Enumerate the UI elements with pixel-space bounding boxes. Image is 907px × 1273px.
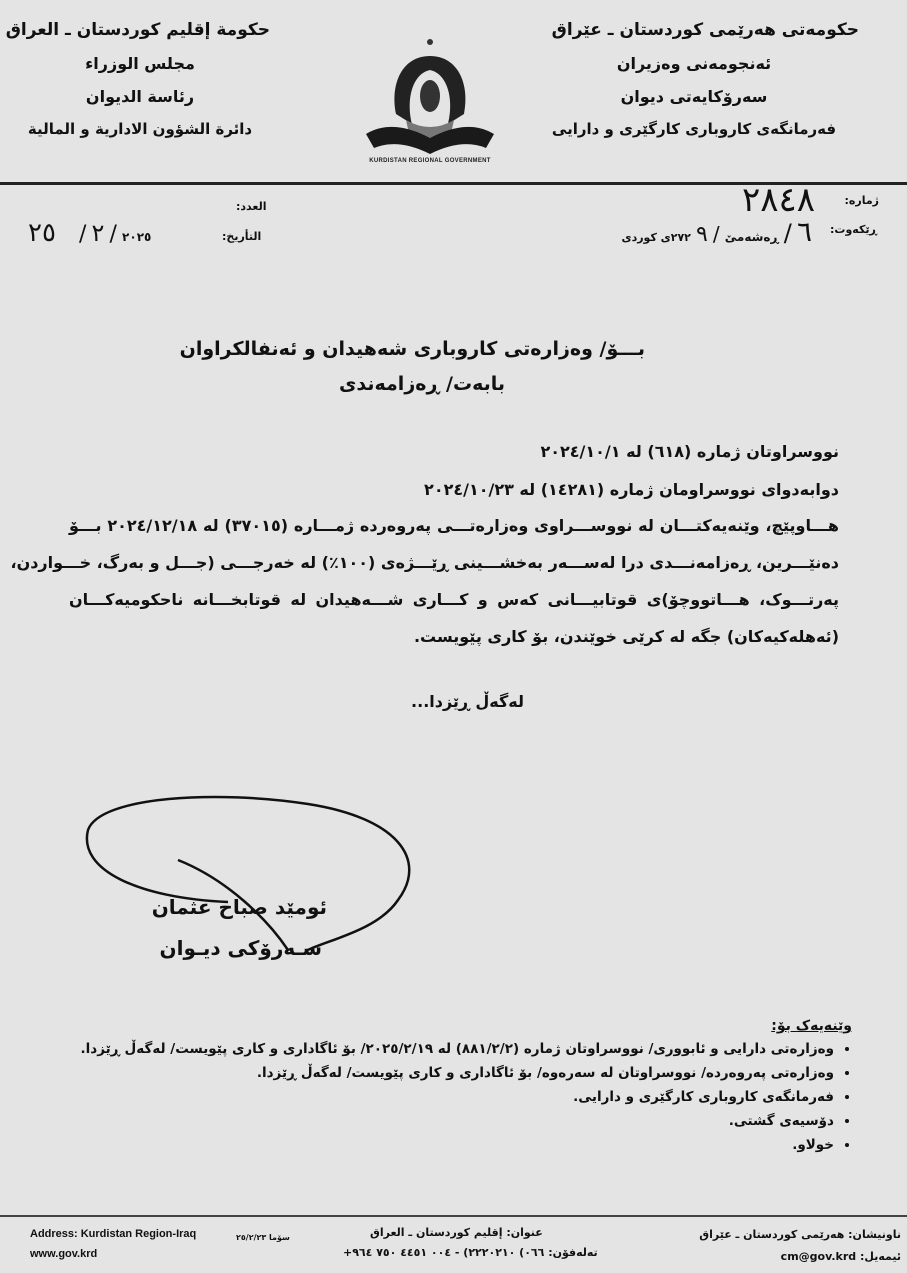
ref-paragraph-2: دوابەدوای نووسراومان ژمارە (١٤٢٨١) لە ٢٠٢٤/١٠/٢٣ <box>424 480 839 499</box>
footer-typist: سۆما ٢٥/٢/٢٣ <box>236 1233 290 1242</box>
signer-title: سـەرۆکی دیـوان <box>159 936 322 960</box>
ref-date-day: ٦ <box>796 215 812 248</box>
ref-date-ku: ٦ / ڕەشەمێ / ٩ ٢٧٢ی کوردی <box>621 215 812 248</box>
closing: لەگەڵ ڕێزدا... <box>411 692 524 711</box>
footer-address-ar: عنوان: إقليم كوردستان ـ العراق <box>370 1226 543 1239</box>
krg-emblem-logo <box>362 34 498 174</box>
header-arabic <box>5 20 270 138</box>
ref-date-year: ٢٧٢ی کوردی <box>621 231 691 244</box>
ref-date-label: ڕێکەوت: <box>830 223 877 236</box>
ref-paragraph-1: نووسراوتان ژمارە (٦١٨) لە ٢٠٢٤/١٠/١ <box>540 442 839 461</box>
ar-date-label: التأريخ: <box>222 230 262 243</box>
ar-date-day: ٢٥ <box>28 218 56 248</box>
presidency-ar: رئاسة الديوان <box>85 87 195 106</box>
footer-email: ئیمەیل: cm@gov.krd <box>780 1250 901 1263</box>
footer-divider <box>0 1215 907 1217</box>
footer-address-ku: ناونیشان: هەرێمی کوردستان ـ عێراق <box>699 1228 901 1241</box>
cc-item: • وەزارەتی پەروەردە/ نووسراوتان لە سەرەوە/ بۆ ئاگاداری و کاری پێویست/ لەگەڵ ڕێزدا. <box>12 1064 834 1082</box>
body-line: پەرتـــوک، هـــاتووچۆ)ی قوتابیـــانی کەس و کـــاری شـــەهیدان لە قوتابخـــانە ناحکومیەکـــان <box>69 590 839 609</box>
ref-date-month: ڕەشەمێ <box>724 230 779 244</box>
council-ku: ئەنجومەنی وەزیران <box>616 54 772 73</box>
cc-item: • وەزارەتی دارایی و ئابووری/ نووسراوتان ژمارە (٨٨١/٢/٢) لە ٢٠٢٥/٢/١٩/ بۆ ئاگاداری و کاری پێویست/ لەگەڵ ڕێزدا. <box>12 1040 834 1058</box>
ref-number-value: ٢٨٤٨ <box>741 180 815 220</box>
letter-subject: بابەت/ ڕەزامەندی <box>339 373 505 395</box>
logo-text: KURDISTAN REGIONAL GOVERNMENT <box>369 158 491 164</box>
department-ar: دائرة الشؤون الادارية و المالية <box>27 120 253 138</box>
footer-website: www.gov.krd <box>30 1248 98 1260</box>
footer-phone: تەلەفۆن: ٠٦٦) ٢٢٢٠٢١٠) - ٠٠٤ ٤٤٥١ ٧٥٠ ٩٦٤+ <box>343 1246 598 1259</box>
cc-list <box>12 1018 852 1160</box>
ref-date-year-prefix: ٩ <box>696 222 708 247</box>
ar-date-year: ٢٠٢٥ <box>122 230 152 244</box>
cc-item: • خولاو. <box>12 1136 834 1154</box>
council-ar: مجلس الوزراء <box>85 54 195 73</box>
header-kurdish <box>529 20 859 138</box>
department-ku: فەرمانگەی کاروباری کارگێری و دارایی <box>551 120 837 138</box>
letter-recipient: بـــۆ/ وەزارەتی کاروباری شەهیدان و ئەنفالکراوان <box>179 338 645 360</box>
signature-scribble <box>78 790 438 960</box>
ar-date-value: ٢٠٢٥ / ٢ / ٢٥ <box>28 218 152 248</box>
body-line: دەنێـــرین، ڕەزامەنـــدی درا لەســـەر بەخشـــینی ڕێـــژەی (١٠٠٪) لە خەرجـــی (جـــل و بەرگ، خـــواردن، <box>10 553 839 572</box>
gov-name-ku: حکومەتی هەرێمی کوردستان ـ عێراق <box>551 20 859 40</box>
presidency-ku: سەرۆکایەتی دیوان <box>620 87 768 106</box>
cc-item: • دۆسیەی گشتی. <box>12 1112 834 1130</box>
ar-number-label: العدد: <box>236 200 267 213</box>
body-line: (ئەهلەکیەکان) جگە لە کرێی خوێندن، بۆ کاری پێویست. <box>413 627 839 646</box>
cc-title: وێنەیەک بۆ: <box>771 1018 852 1034</box>
body-line: هـــاوپێچ، وێنەیەکتـــان لە نووســـراوی وەزارەتـــی پەروەردە ژمـــارە (٣٧٠١٥) لە ٢٠٢٤/١٢/١٨ بـــۆ <box>69 516 840 535</box>
ar-date-month: ٢ <box>91 219 105 247</box>
gov-name-ar: حكومة إقليم كوردستان ـ العراق <box>5 20 270 40</box>
signer-name: ئومێد صباح عثمان <box>151 895 327 919</box>
cc-item: • فەرمانگەی کاروباری کارگێری و دارایی. <box>12 1088 834 1106</box>
ref-number-label: ژمارە: <box>844 194 879 207</box>
footer-address-en: Address: Kurdistan Region-Iraq <box>30 1228 197 1240</box>
